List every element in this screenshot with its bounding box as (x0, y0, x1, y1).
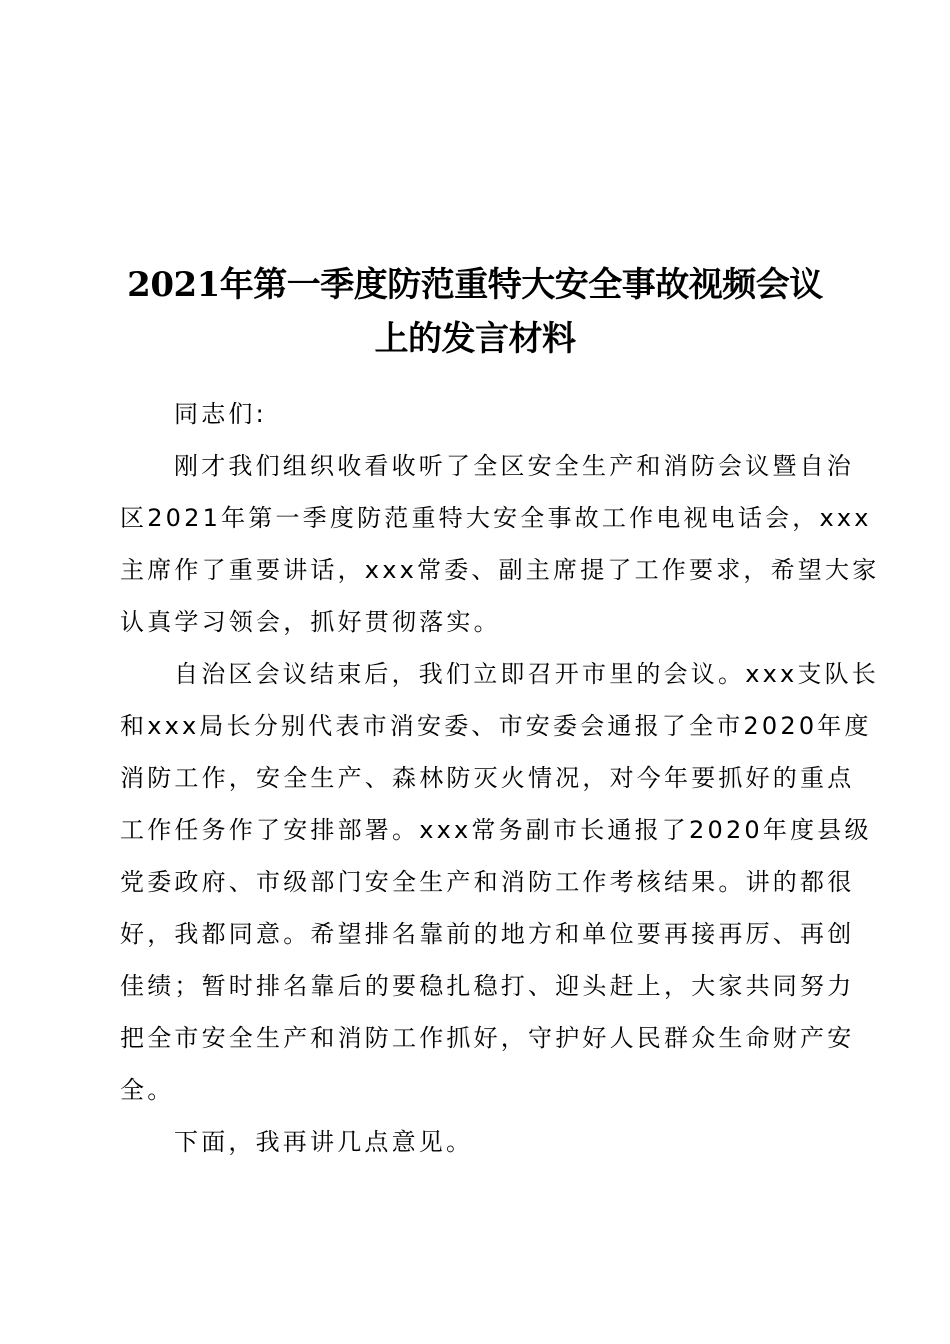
document-body (120, 388, 880, 1168)
paragraph-line: 工作任务作了安排部署。xxx常务副市长通报了2020年度县级 (120, 816, 872, 844)
paragraph-line: 主席作了重要讲话，xxx常委、副主席提了工作要求，希望大家 (120, 556, 880, 584)
document-title (110, 258, 840, 366)
paragraph-line: 消防工作，安全生产、森林防灭火情况，对今年要抓好的重点 (120, 764, 855, 792)
paragraph-line: 自治区会议结束后，我们立即召开市里的会议。xxx支队长 (174, 660, 880, 688)
salutation: 同志们: (174, 400, 267, 428)
paragraph-1 (120, 440, 880, 648)
paragraph-line: 区2021年第一季度防范重特大安全事故工作电视电话会，xxx (120, 504, 872, 532)
paragraph-line: 全。 (120, 1076, 175, 1104)
title-line-1: 2021年第一季度防范重特大安全事故视频会议 (127, 265, 823, 305)
paragraph-line: 刚才我们组织收看收听了全区安全生产和消防会议暨自治 (174, 452, 854, 480)
title-line-2: 上的发言材料 (374, 319, 576, 359)
paragraph-line: 认真学习领会，抓好贯彻落实。 (120, 608, 501, 636)
paragraph-line: 和xxx局长分别代表市消安委、市安委会通报了全市2020年度 (120, 712, 872, 740)
paragraph-2 (120, 648, 880, 1116)
paragraph-line: 佳绩；暂时排名靠后的要稳扎稳打、迎头赶上，大家共同努力 (120, 972, 855, 1000)
paragraph-line: 把全市安全生产和消防工作抓好，守护好人民群众生命财产安 (120, 1024, 855, 1052)
paragraph-line: 党委政府、市级部门安全生产和消防工作考核结果。讲的都很 (120, 868, 855, 896)
closing-paragraph: 下面，我再讲几点意见。 (174, 1128, 474, 1156)
paragraph-line: 好，我都同意。希望排名靠前的地方和单位要再接再厉、再创 (120, 920, 855, 948)
